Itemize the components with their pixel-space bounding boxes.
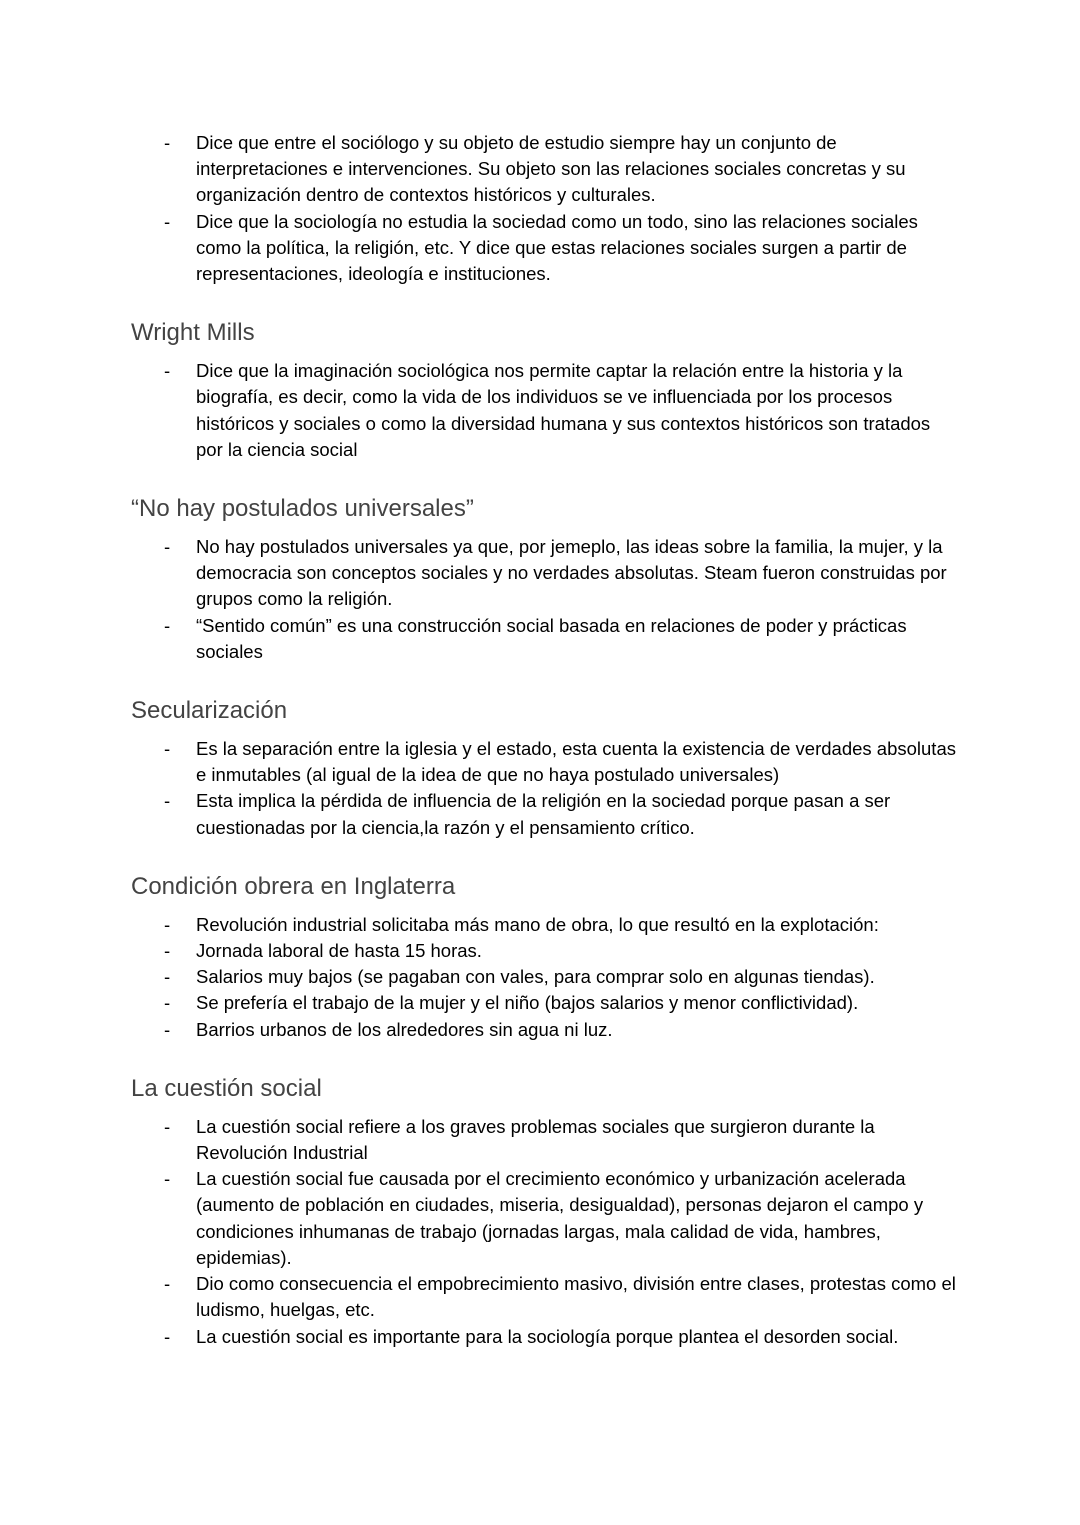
list-item xyxy=(131,613,956,665)
bullet-dash: - xyxy=(164,210,171,232)
list-item xyxy=(131,209,956,288)
list-item-text: Barrios urbanos de los alrededores sin agua ni luz. xyxy=(196,1018,613,1040)
list-item-text: Dice que entre el sociólogo y su objeto de estudio siempre hay un conjunto de interpretaciones e intervenciones. Su objeto son las relaciones sociales concretas y su organización dentro de contextos históricos y culturales. xyxy=(196,132,906,206)
list-item xyxy=(131,358,956,463)
list-item xyxy=(131,1166,956,1271)
list-item xyxy=(131,1324,956,1350)
list-item-text: Esta implica la pérdida de influencia de la religión en la sociedad porque pasan a ser cuestionadas por la ciencia,la razón y el pensamiento crítico. xyxy=(196,790,891,838)
section-list xyxy=(131,1114,1080,1350)
bullet-dash: - xyxy=(164,790,171,812)
intro-list xyxy=(131,130,1080,287)
list-item-text: La cuestión social refiere a los graves problemas sociales que surgieron durante la Revolución Industrial xyxy=(196,1115,875,1164)
list-item xyxy=(131,1271,956,1323)
list-item xyxy=(131,130,956,209)
list-item-text: Es la separación entre la iglesia y el estado, esta cuenta la existencia de verdades absolutas e inmutables (al igual de la idea de que no haya postulado universales) xyxy=(196,738,956,786)
list-item xyxy=(131,1114,956,1166)
section xyxy=(131,696,1080,841)
list-item xyxy=(131,534,956,613)
list-item xyxy=(131,912,956,938)
bullet-dash: - xyxy=(164,940,171,962)
list-item-text: Salarios muy bajos (se pagaban con vales, para comprar solo en algunas tiendas). xyxy=(196,966,875,988)
section xyxy=(131,494,1080,665)
bullet-dash: - xyxy=(164,966,171,988)
list-item xyxy=(131,788,956,840)
list-item xyxy=(131,1017,956,1043)
list-item-text: “Sentido común” es una construcción social basada en relaciones de poder y prácticas sociales xyxy=(196,614,907,662)
bullet-dash: - xyxy=(164,738,171,760)
bullet-dash: - xyxy=(164,1168,171,1190)
list-item-text: Revolución industrial solicitaba más mano de obra, lo que resultó en la explotación: xyxy=(196,913,879,935)
bullet-dash: - xyxy=(164,1018,171,1040)
section-list xyxy=(131,912,1080,1043)
bullet-dash: - xyxy=(164,1273,171,1295)
list-item xyxy=(131,990,956,1016)
list-item-text: La cuestión social fue causada por el crecimiento económico y urbanización acelerada (aumento de población en ciudades, miseria, desigualdad), personas dejaron el campo y condiciones inhumanas de trabajo (jornadas largas, mala calidad de vida, hambres, epidemias). xyxy=(196,1168,924,1268)
section-heading: Condición obrera en Inglaterra xyxy=(131,872,456,900)
list-item-text: Dice que la sociología no estudia la sociedad como un todo, sino las relaciones sociales como la política, la religión, etc. Y dice que estas relaciones sociales surgen a partir de representaciones, ideología e instituciones. xyxy=(196,210,918,285)
list-item-text: Jornada laboral de hasta 15 horas. xyxy=(196,940,482,962)
list-item xyxy=(131,736,956,788)
section xyxy=(131,1074,1080,1350)
section xyxy=(131,318,1080,463)
bullet-dash: - xyxy=(164,992,171,1014)
bullet-dash: - xyxy=(164,1115,171,1137)
section-heading: “No hay postulados universales” xyxy=(131,495,474,523)
section-heading: Secularización xyxy=(131,697,288,725)
bullet-dash: - xyxy=(164,536,171,558)
list-item xyxy=(131,938,956,964)
section-heading: Wright Mills xyxy=(131,319,255,347)
section-list xyxy=(131,358,1080,463)
bullet-dash: - xyxy=(164,360,171,382)
list-item-text: Dice que la imaginación sociológica nos permite captar la relación entre la historia y la biografía, es decir, como la vida de los individuos se ve influenciada por los procesos históricos y sociales o como la diversidad humana y sus contextos históricos son tratados por la ciencia social xyxy=(196,360,931,460)
section-heading: La cuestión social xyxy=(131,1074,322,1102)
section xyxy=(131,872,1080,1043)
bullet-dash: - xyxy=(164,614,171,636)
list-item xyxy=(131,964,956,990)
section-list xyxy=(131,736,1080,841)
bullet-dash: - xyxy=(164,1325,171,1347)
bullet-dash: - xyxy=(164,913,171,935)
list-item-text: No hay postulados universales ya que, por jemeplo, las ideas sobre la familia, la mujer, y la democracia son conceptos sociales y no verdades absolutas. Steam fueron construidas por grupos como la religión. xyxy=(196,536,947,610)
bullet-dash: - xyxy=(164,132,171,153)
list-item-text: Dio como consecuencia el empobrecimiento masivo, división entre clases, protestas como el ludismo, huelgas, etc. xyxy=(196,1273,956,1321)
list-item-text: Se prefería el trabajo de la mujer y el niño (bajos salarios y menor conflictividad). xyxy=(196,992,859,1014)
list-item-text: La cuestión social es importante para la sociología porque plantea el desorden social. xyxy=(196,1325,899,1347)
section-list xyxy=(131,534,1080,665)
